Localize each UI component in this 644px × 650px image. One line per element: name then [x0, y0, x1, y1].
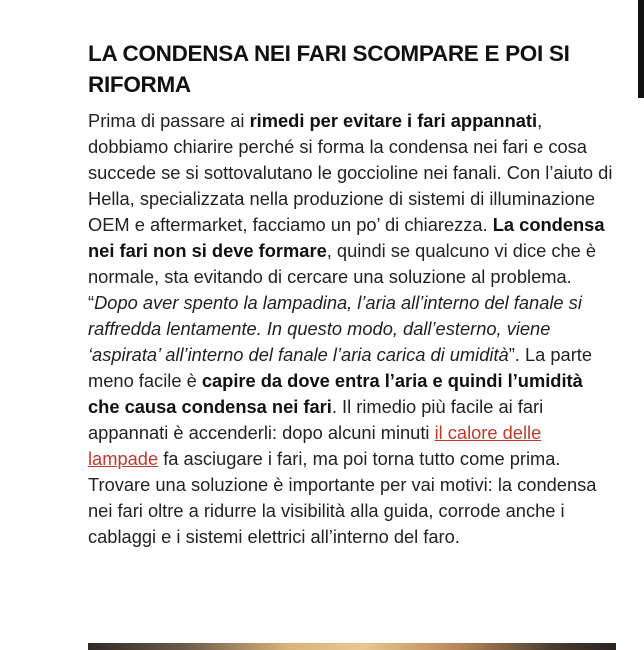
- bold-air-entry: capire da dove entra l’aria e quindi l’umidità che causa condensa nei fari: [88, 370, 583, 417]
- text-segment-1: Prima di passare ai: [88, 110, 250, 131]
- lamp-heat-link[interactable]: il calore delle lampade: [88, 422, 542, 469]
- bold-remedies: rimedi per evitare i fari appannati: [249, 110, 538, 131]
- section-title: LA CONDENSA NEI FARI SCOMPARE E POI SI RIFORMA: [88, 41, 570, 97]
- article-image: [88, 643, 616, 650]
- text-segment-6: fa asciugare i fari, ma poi torna tutto come prima. Trovare una soluzione è importante per vai motivi: la condensa nei fari oltre a ridurre la visibilità alla guida, corrode anche i cablaggi e i sistemi elettrici all’interno del faro.: [88, 448, 597, 547]
- bold-condensation-warning: La condensa nei fari non si deve formare: [88, 214, 605, 261]
- scrollbar-thumb[interactable]: [638, 0, 644, 98]
- text-segment-4: ”. La parte meno facile è: [88, 344, 593, 391]
- article: [88, 38, 616, 550]
- text-segment-2: , dobbiamo chiarire perché si forma la condensa nei fari e cosa succede se si sottovalutano le goccioline nei fanali. Con l’aiuto di Hella, specializzata nella produzione di sistemi di illuminazione OEM e aftermarket, facciamo un po’ di chiarezza.: [88, 110, 613, 235]
- text-segment-5: . Il rimedio più facile ai fari appannati è accenderli: dopo alcuni minuti: [88, 396, 544, 443]
- italic-quote: Dopo aver spento la lampadina, l’aria all’interno del fanale si raffredda lentamente. In questo modo, dall’esterno, viene ‘aspirata’ all’interno del fanale l’aria carica di umidità: [88, 292, 582, 365]
- text-segment-3: , quindi se qualcuno vi dice che è normale, sta evitando di cercare una soluzione al problema. “: [88, 240, 597, 313]
- article-paragraph: [88, 108, 616, 550]
